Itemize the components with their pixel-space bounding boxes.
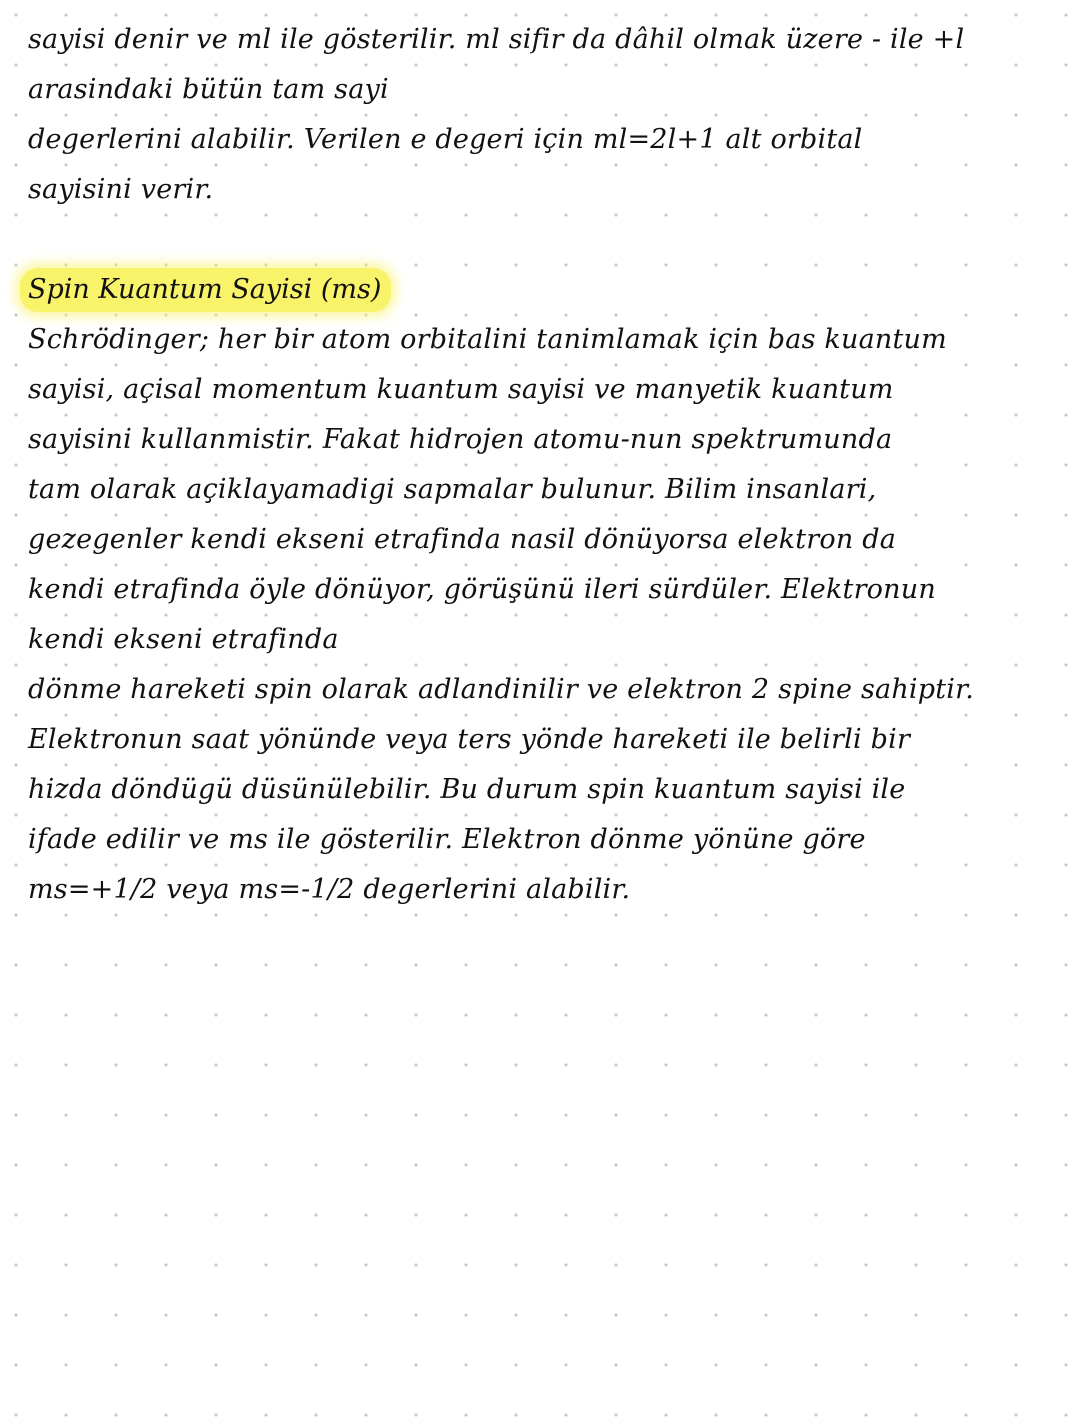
body-line-1: Schrödinger; her bir atom orbitalini tanimlamak için bas kuantum [28,324,947,355]
body-line-5: gezegenler kendi ekseni etrafinda nasil dönüyorsa elektron da [28,524,897,555]
intro-line-2: arasindaki bütün tam sayi [28,74,389,105]
intro-line-1: sayisi denir ve ml ile gösterilir. ml sifir da dâhil olmak üzere - ile +l [28,24,965,55]
body-line-4: tam olarak açiklayamadigi sapmalar bulunur. Bilim insanlari, [28,474,877,505]
body-line-10: hizda döndügü düsünülebilir. Bu durum spin kuantum sayisi ile [28,774,906,805]
body-line-2: sayisi, açisal momentum kuantum sayisi ve manyetik kuantum [28,374,894,405]
body-line-12: ms=+1/2 veya ms=-1/2 degerlerini alabilir. [28,874,631,905]
body-line-11: ifade edilir ve ms ile gösterilir. Elektron dönme yönüne göre [28,824,866,855]
body-line-9: Elektronun saat yönünde veya ters yönde hareketi ile belirli bir [28,724,911,755]
intro-line-3: degerlerini alabilir. Verilen e degeri için ml=2l+1 alt orbital [28,124,863,155]
body-line-6: kendi etrafinda öyle dönüyor, görüşünü ileri sürdüler. Elektronun [28,574,936,605]
section-heading-highlighted: Spin Kuantum Sayisi (ms) [20,268,391,312]
intro-line-4: sayisini verir. [28,174,214,205]
body-line-8: dönme hareketi spin olarak adlandinilir ve elektron 2 spine sahiptir. [28,674,975,705]
body-line-3: sayisini kullanmistir. Fakat hidrojen atomu-nun spektrumunda [28,424,893,455]
body-line-7: kendi ekseni etrafinda [28,624,339,655]
